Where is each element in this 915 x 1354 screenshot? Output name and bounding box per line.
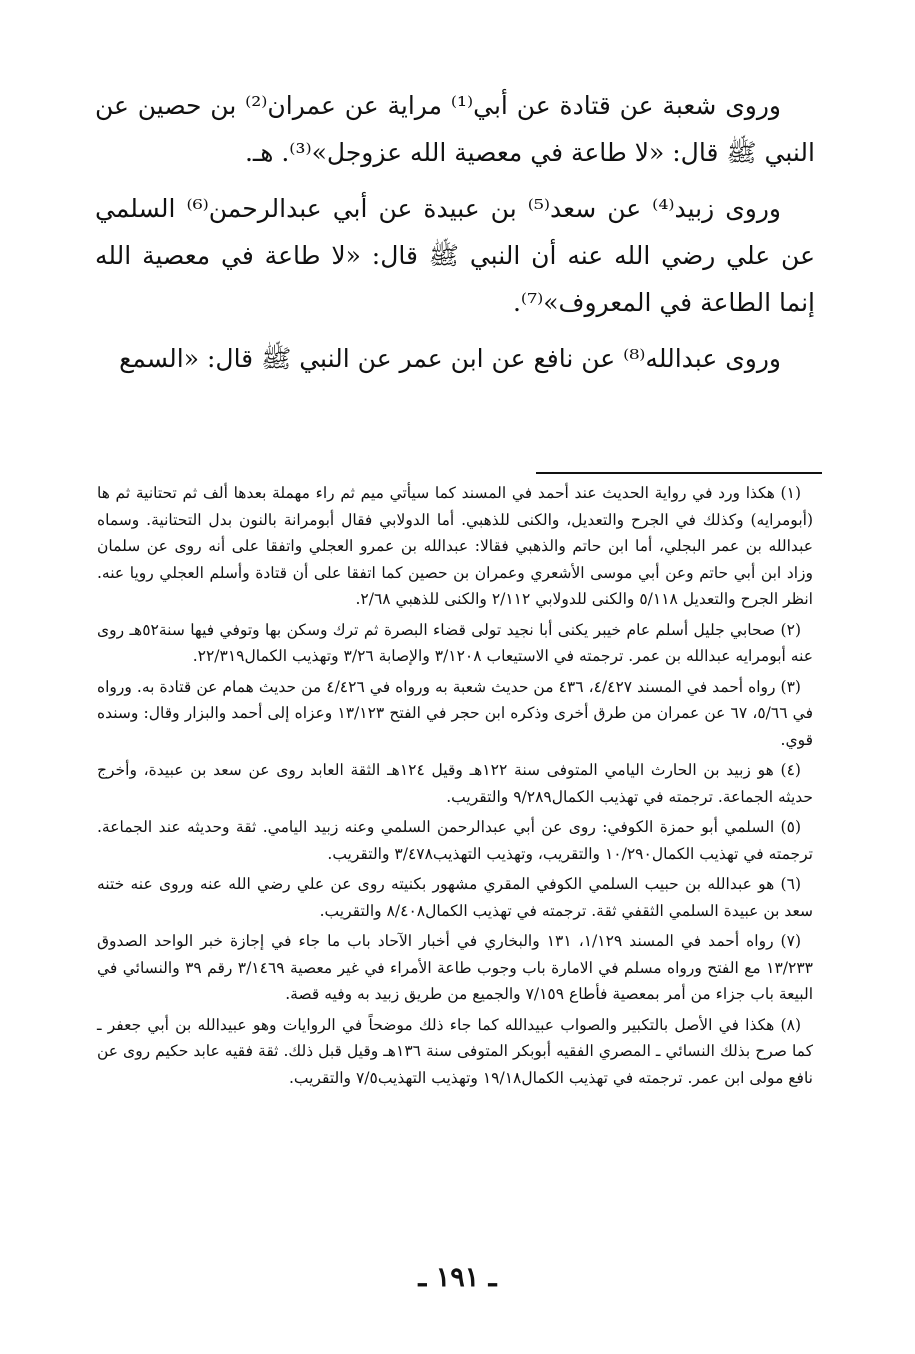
main-paragraph-3: وروى عبدالله⁽⁸⁾ عن نافع عن ابن عمر عن النبي ﷺ قال: «السمع <box>119 344 781 373</box>
main-paragraph-2: وروى زبيد⁽⁴⁾ عن سعد⁽⁵⁾ بن عبيدة عن أبي عبدالرحمن⁽⁶⁾ السلمي عن علي رضي الله عنه أن النبي ﷺ قال: «لا طاعة في معصية الله إنما الطاعة في المعروف»⁽⁷⁾. <box>95 194 815 317</box>
main-text <box>95 82 815 391</box>
main-paragraph-1: وروى شعبة عن قتادة عن أبي⁽¹⁾ مراية عن عمران⁽²⁾ بن حصين عن النبي ﷺ قال: «لا طاعة في معصية الله عزوجل»⁽³⁾. هـ. <box>95 91 815 167</box>
footnote-8: (٨) هكذا في الأصل بالتكبير والصواب عبيدالله كما جاء ذلك موضحاً في الروايات وهو عبيدالله بن أبي جعفر ـ كما صرح بذلك النسائي ـ المصري الفقيه أبوبكر المتوفى سنة ١٣٦هـ وقيل قبل ذلك. ثقة فقيه عابد حكيم روى عن نافع مولى ابن عمر. ترجمته في تهذيب الكمال١٩/١٨ وتهذيب التهذيب٧/٥ والتقريب. <box>97 1015 814 1087</box>
footnote-5: (٥) السلمي أبو حمزة الكوفي: روى عن أبي عبدالرحمن السلمي وعنه زبيد اليامي. ثقة وحديثه عند الجماعة. ترجمته في تهذيب الكمال١٠/٢٩٠ والتقريب، وتهذيب التهذيب٣/٤٧٨ والتقريب. <box>97 818 813 863</box>
footnote-3: (٣) رواه أحمد في المسند ٤/٤٢٧، ٤٣٦ من حديث شعبة به ورواه في ٤/٤٢٦ من حديث همام عن قتادة به. ورواه في ٥/٦٦، ٦٧ عن عمران من طرق أخرى وذكره ابن حجر في الفتح ١٣/١٢٣ وعزاه إلى أحمد والبزار وقال: وسنده قوي. <box>97 677 813 749</box>
footnote-7: (٧) رواه أحمد في المسند ١/١٢٩، ١٣١ والبخاري في أخبار الآحاد باب ما جاء في إجازة خبر الواحد الصدوق ١٣/٢٣٣ مع الفتح ورواه مسلم في الامارة باب وجوب طاعة الأمراء في غير معصية ٣/١٤٦٩ رقم ٣٩ والنسائي في البيعة باب جزاء من أمر بمعصية فأطاع ٧/١٥٩ والجميع من طريق زبيد به وفيه قصة. <box>97 932 813 1003</box>
footnote-4: (٤) هو زبيد بن الحارث اليامي المتوفى سنة ١٢٢هـ وقيل ١٢٤هـ الثقة العابد روى عن سعد بن عبيدة، وأخرج حديثه الجماعة. ترجمته في تهذيب الكمال٩/٢٨٩ والتقريب. <box>97 761 813 806</box>
footnote-1: (١) هكذا ورد في رواية الحديث عند أحمد في المسند كما سيأتي ميم ثم راء مهملة بعدها ألف ثم تحتانية ثم ها (أبومرايه) وكذلك في الجرح والتعديل، والكنى للذهبي. أما الدولابي فقال أبومرانة بالنون بدل التحتانية. وسماه عبدالله بن عمر البجلي، أما ابن حاتم والذهبي فقالا: عبدالله بن عمرو العجلي واتفقا على أنه روى عن سلمان وزاد ابن أبي حاتم وعن أبي موسى الأشعري وعمران بن حصين كما اتفقا على أن قتادة وأسلم العجلي رويا عنه. انظر الجرح والتعديل ٥/١١٨ والكنى للدولابي ٢/١١٢ والكنى للذهبي ٢/٦٨. <box>97 484 813 608</box>
footnote-6: (٦) هو عبدالله بن حبيب السلمي الكوفي المقري مشهور بكنيته روى عن علي رضي الله عنه وروى عنه ختنه سعد بن عبيدة السلمي الثقفي ثقة. ترجمته في تهذيب الكمال٨/٤٠٨ والتقريب. <box>97 875 813 920</box>
footnotes <box>97 480 813 1095</box>
page-number: ـ ١٩١ ـ <box>418 1262 497 1293</box>
footnote-2: (٢) صحابي جليل أسلم عام خيبر يكنى أبا نجيد تولى قضاء البصرة ثم ترك وسكن بها وتوفي فيها سنة٥٢هـ روى عنه أبومرايه عبدالله بن عمر. ترجمته في الاستيعاب ٣/١٢٠٨ والإصابة ٣/٢٦ وتهذيب الكمال٢٢/٣١٩. <box>97 620 813 665</box>
footnote-separator <box>536 472 822 474</box>
